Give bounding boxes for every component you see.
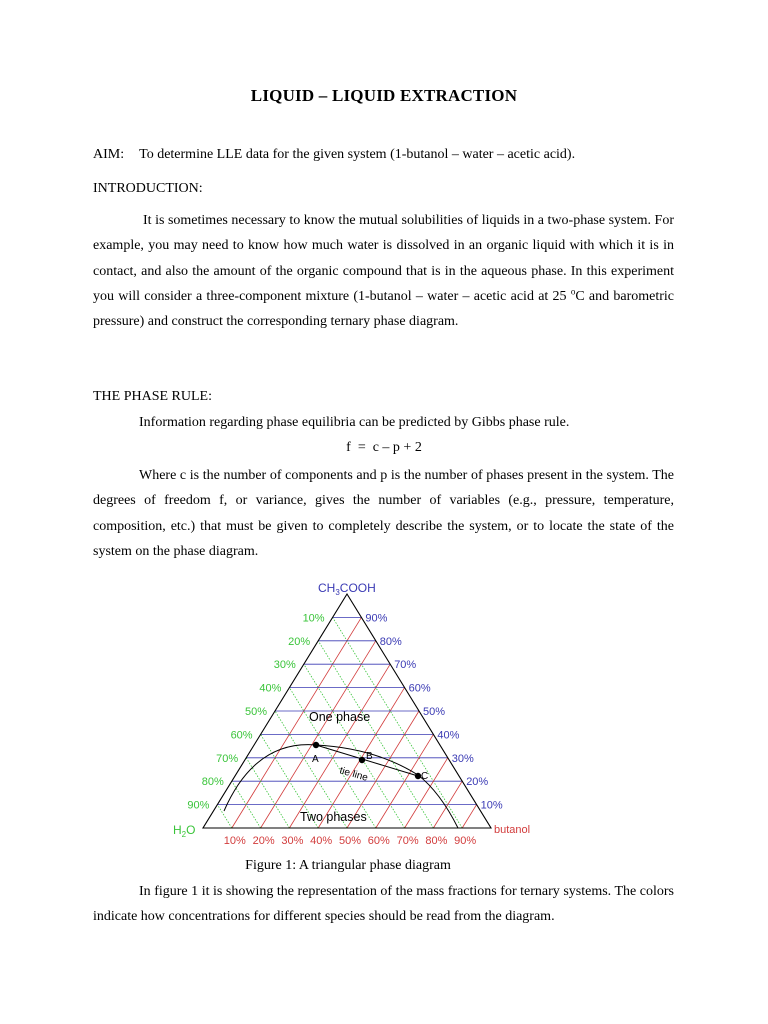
water-grid-line xyxy=(217,805,231,828)
one-phase-label: One phase xyxy=(309,710,371,724)
introduction-text-1: It is sometimes necessary to know the mutual solubilities of liquids in a two-phase system. For example, you may need to know how much water is dissolved in an organic liquid with which it is in contact, and also the amount of the organic compound that is in the aqueous phase. In this experiment you will consider a three-component mixture (1-butanol – water – acetic acid at 25 xyxy=(93,213,674,304)
acid-tick-label: 10% xyxy=(480,799,503,812)
butanol-tick-label: 80% xyxy=(425,835,448,847)
composition-point xyxy=(313,742,319,748)
butanol-tick-label: 70% xyxy=(396,835,419,847)
water-tick-label: 20% xyxy=(288,635,311,648)
introduction-heading: INTRODUCTION: xyxy=(93,181,203,196)
water-tick-label: 70% xyxy=(216,752,239,765)
phase-rule-paragraph xyxy=(93,463,674,564)
water-tick-label: 10% xyxy=(302,612,325,625)
phase-rule-intro: Information regarding phase equilibria can be predicted by Gibbs phase rule. xyxy=(139,415,570,430)
phase-rule-text: Where c is the number of components and p is the number of phases present in the system. The degrees of freedom f, or variance, gives the number of variables (e.g., pressure, temperature, composition, etc.) that must be given to completely describe the system, or to locate the state of the system on the phase diagram. xyxy=(93,468,674,559)
butanol-tick-label: 60% xyxy=(367,835,390,847)
figure-caption: Figure 1: A triangular phase diagram xyxy=(245,858,451,873)
butanol-label: butanol xyxy=(494,824,531,836)
introduction-paragraph xyxy=(93,208,674,334)
aim-label: AIM: xyxy=(93,147,125,162)
gibbs-formula: f = c – p + 2 xyxy=(346,440,422,455)
acid-tick-label: 40% xyxy=(437,729,460,742)
acid-tick-label: 90% xyxy=(365,612,388,625)
acid-tick-label: 70% xyxy=(394,659,417,672)
figure-explanation-text: In figure 1 it is showing the representation of the mass fractions for ternary systems. The colors indicate how concentrations for different species should be read from the diagram. xyxy=(93,884,674,925)
butanol-tick-label: 50% xyxy=(338,835,362,847)
phase-rule-heading: THE PHASE RULE: xyxy=(93,389,212,404)
aim-text: To determine LLE data for the given system (1-butanol – water – acetic acid). xyxy=(139,147,576,162)
point-label: C xyxy=(421,771,429,782)
composition-points xyxy=(312,742,428,782)
water-grid-line xyxy=(246,758,289,828)
acid-tick-label: 20% xyxy=(466,776,489,789)
butanol-tick-label: 90% xyxy=(454,835,477,847)
ternary-phase-diagram xyxy=(0,572,768,862)
water-tick-label: 50% xyxy=(244,706,267,718)
butanol-tick-label: 20% xyxy=(252,835,275,847)
water-tick-label: 40% xyxy=(259,682,282,695)
butanol-tick-label: 10% xyxy=(223,835,246,847)
butanol-axis-ticks xyxy=(224,835,477,847)
acid-tick-label: 60% xyxy=(408,682,431,695)
water-tick-label: 60% xyxy=(230,729,253,742)
water-tick-label: 30% xyxy=(273,659,296,672)
tie-line-label: tie line xyxy=(338,765,369,784)
figure-explanation-paragraph xyxy=(93,879,674,930)
butanol-grid-line xyxy=(405,758,448,828)
two-phases-label: Two phases xyxy=(300,810,367,824)
aim-line xyxy=(93,146,674,164)
butanol-tick-label: 30% xyxy=(281,835,304,847)
butanol-tick-label: 40% xyxy=(310,835,333,847)
butanol-grid-line xyxy=(289,664,390,828)
water-label: $H_2O$ xyxy=(173,823,196,839)
water-tick-label: 90% xyxy=(187,799,210,812)
degree-mark: o xyxy=(570,286,576,297)
acid-tick-label: 50% xyxy=(423,706,446,718)
point-label: A xyxy=(312,754,319,765)
introduction-text-2: C and barometric pressure) and construct the corresponding ternary phase diagram. xyxy=(93,288,675,330)
acid-tick-label: 30% xyxy=(451,752,474,765)
composition-point xyxy=(359,757,365,763)
butanol-grid-line xyxy=(462,805,476,828)
water-tick-label: 80% xyxy=(201,776,224,789)
acetic-acid-label: $CH_3COOH$ xyxy=(318,581,376,597)
acid-tick-label: 80% xyxy=(379,635,402,648)
point-label: B xyxy=(366,751,373,762)
document-title: LIQUID – LIQUID EXTRACTION xyxy=(250,86,518,105)
